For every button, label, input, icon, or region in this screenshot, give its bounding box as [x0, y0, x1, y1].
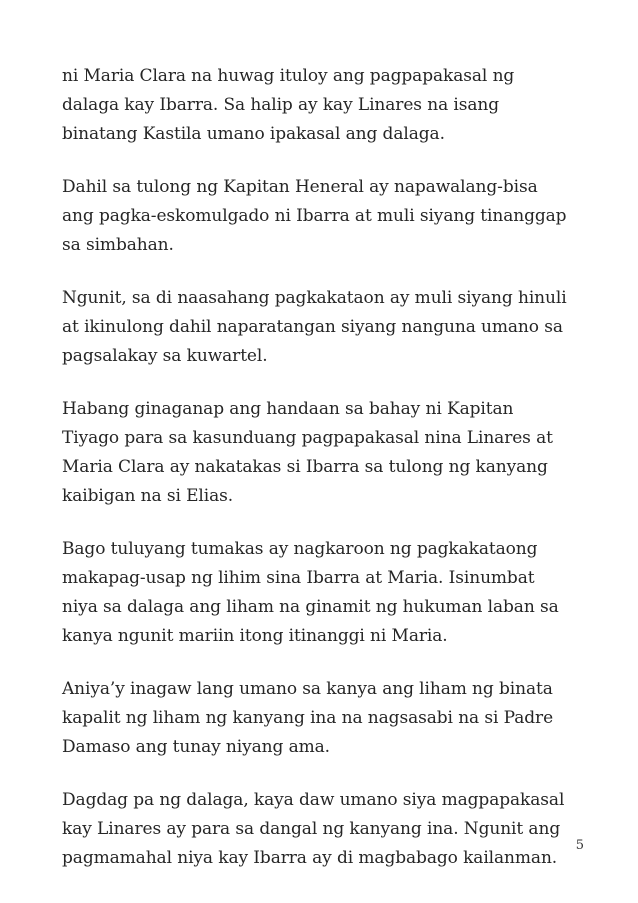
text-line: kay Linares ay para sa dangal ng kanyang ina. Ngunit ang: [62, 819, 561, 839]
text-line: pagsalakay sa kuwartel.: [62, 346, 268, 366]
text-line: ang pagka-eskomulgado ni Ibarra at muli siyang tinanggap: [62, 206, 567, 226]
paragraph-7: [62, 786, 582, 873]
text-line: kanya ngunit mariin itong itinanggi ni Maria.: [62, 626, 448, 646]
text-line: ni Maria Clara na huwag ituloy ang pagpapakasal ng: [62, 66, 515, 86]
text-line: Habang ginaganap ang handaan sa bahay ni Kapitan: [62, 399, 514, 419]
paragraph-1: [62, 62, 582, 149]
text-line: Dahil sa tulong ng Kapitan Heneral ay napawalang-bisa: [62, 177, 538, 197]
text-line: Aniya’y inagaw lang umano sa kanya ang liham ng binata: [62, 679, 553, 699]
text-line: niya sa dalaga ang liham na ginamit ng hukuman laban sa: [62, 597, 559, 617]
text-line: binatang Kastila umano ipakasal ang dalaga.: [62, 124, 445, 144]
text-line: dalaga kay Ibarra. Sa halip ay kay Linares na isang: [62, 95, 500, 115]
paragraph-3: [62, 284, 582, 371]
text-line: kaibigan na si Elias.: [62, 486, 234, 506]
page-number: 5: [575, 838, 584, 853]
text-line: Bago tuluyang tumakas ay nagkaroon ng pagkakataong: [62, 539, 538, 559]
text-line: Damaso ang tunay niyang ama.: [62, 737, 330, 757]
paragraph-5: [62, 535, 582, 651]
text-line: sa simbahan.: [62, 235, 174, 255]
text-line: Ngunit, sa di naasahang pagkakataon ay muli siyang hinuli: [62, 288, 567, 308]
text-line: Maria Clara ay nakatakas si Ibarra sa tulong ng kanyang: [62, 457, 548, 477]
document-page: [62, 62, 582, 897]
paragraph-4: [62, 395, 582, 511]
paragraph-6: [62, 675, 582, 762]
text-line: pagmamahal niya kay Ibarra ay di magbabago kailanman.: [62, 848, 558, 868]
text-line: kapalit ng liham ng kanyang ina na nagsasabi na si Padre: [62, 708, 554, 728]
text-line: makapag-usap ng lihim sina Ibarra at Maria. Isinumbat: [62, 568, 535, 588]
paragraph-2: [62, 173, 582, 260]
text-line: at ikinulong dahil naparatangan siyang nanguna umano sa: [62, 317, 563, 337]
text-line: Dagdag pa ng dalaga, kaya daw umano siya magpapakasal: [62, 790, 565, 810]
text-line: Tiyago para sa kasunduang pagpapakasal nina Linares at: [62, 428, 553, 448]
